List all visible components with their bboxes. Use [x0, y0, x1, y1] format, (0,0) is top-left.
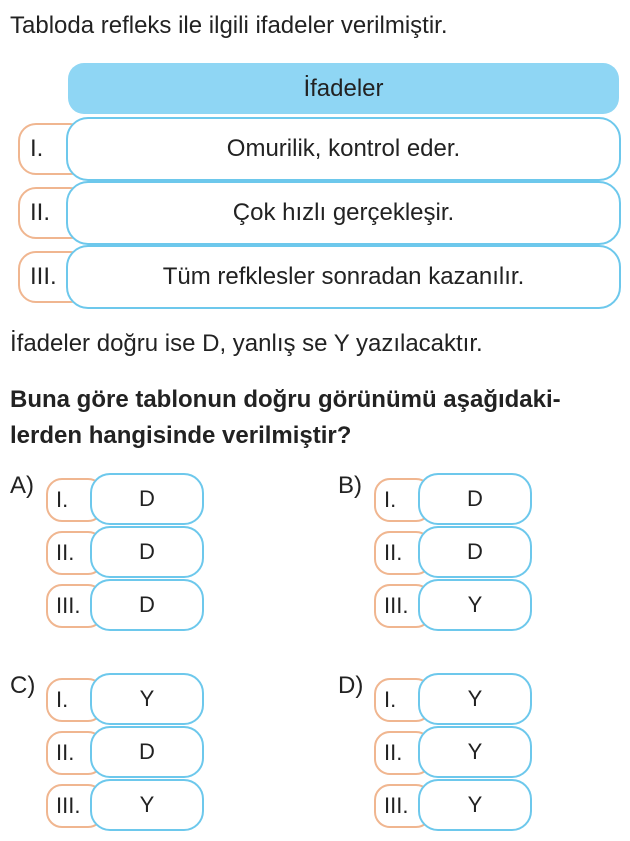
option-a-row[interactable] [46, 526, 206, 578]
option-b-row[interactable] [374, 473, 534, 525]
answer-value: Y [418, 673, 532, 725]
option-c-row[interactable] [46, 673, 206, 725]
row-number: II. [46, 531, 104, 575]
row-number: I. [374, 678, 432, 722]
table-row [18, 117, 621, 175]
option-a-letter[interactable]: A) [10, 472, 34, 499]
row-number: III. [46, 784, 104, 828]
row-number: III. [18, 251, 88, 303]
row-number: III. [374, 784, 432, 828]
option-d-row[interactable] [374, 779, 534, 831]
answer-value: Y [418, 726, 532, 778]
row-number: I. [374, 478, 432, 522]
row-number: III. [46, 584, 104, 628]
answer-value: Y [90, 779, 204, 831]
question-line-2: lerden hangisinde verilmiştir? [10, 422, 352, 449]
answer-value: D [90, 526, 204, 578]
answer-value: Y [90, 673, 204, 725]
option-c-row[interactable] [46, 779, 206, 831]
intro-text: Tabloda refleks ile ilgili ifadeler verilmiştir. [10, 12, 448, 39]
row-number: II. [374, 731, 432, 775]
answer-value: D [90, 726, 204, 778]
option-a-row[interactable] [46, 473, 206, 525]
row-statement: Omurilik, kontrol eder. [66, 117, 621, 181]
row-number: I. [46, 678, 104, 722]
answer-value: Y [418, 579, 532, 631]
question-text [10, 382, 625, 454]
row-number: III. [374, 584, 432, 628]
option-a-row[interactable] [46, 579, 206, 631]
option-c-row[interactable] [46, 726, 206, 778]
option-d-row[interactable] [374, 673, 534, 725]
row-number: II. [18, 187, 88, 239]
option-d-letter[interactable]: D) [338, 672, 364, 699]
instruction-note: İfadeler doğru ise D, yanlış se Y yazılacaktır. [10, 330, 483, 357]
row-number: I. [18, 123, 88, 175]
answer-value: Y [418, 779, 532, 831]
option-b-row[interactable] [374, 579, 534, 631]
answer-value: D [418, 473, 532, 525]
answer-value: D [90, 579, 204, 631]
row-number: II. [374, 531, 432, 575]
option-b-row[interactable] [374, 526, 534, 578]
row-number: I. [46, 478, 104, 522]
question-line-1: Buna göre tablonun doğru görünümü aşağıdaki- [10, 386, 561, 413]
table-row [18, 181, 621, 239]
row-statement: Çok hızlı gerçekleşir. [66, 181, 621, 245]
table-header: İfadeler [68, 63, 619, 114]
row-statement: Tüm refklesler sonradan kazanılır. [66, 245, 621, 309]
option-c-letter[interactable]: C) [10, 672, 36, 699]
option-b-letter[interactable]: B) [338, 472, 362, 499]
table-row [18, 245, 621, 303]
row-number: II. [46, 731, 104, 775]
option-d-row[interactable] [374, 726, 534, 778]
answer-value: D [418, 526, 532, 578]
answer-value: D [90, 473, 204, 525]
